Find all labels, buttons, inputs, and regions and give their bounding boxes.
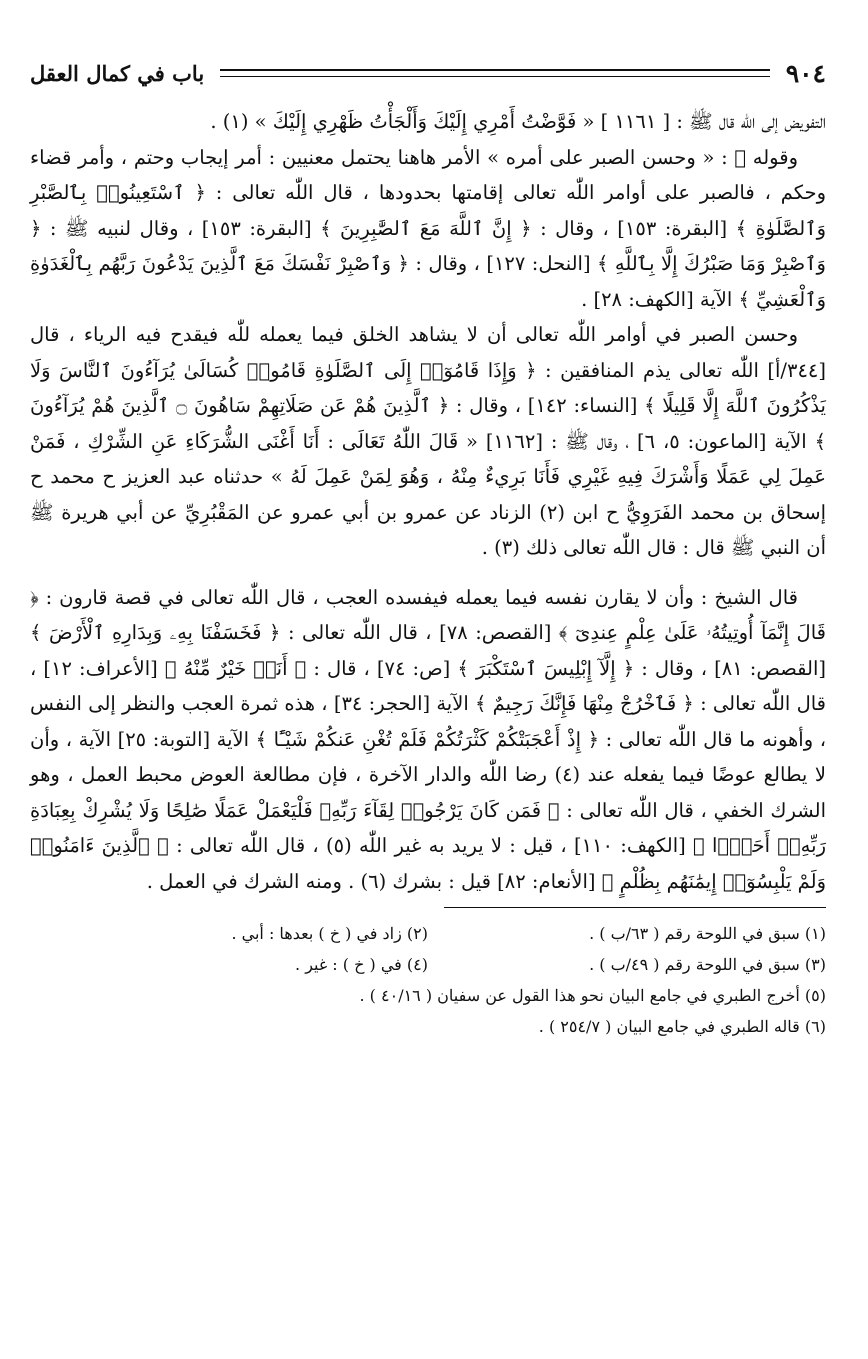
footnote-1: (١) سبق في اللوحة رقم ( ٦٣/ب ) .: [589, 924, 826, 943]
footnote-4: (٤) في ( خ ) : غير .: [295, 955, 428, 974]
footnotes: [30, 918, 826, 1042]
paragraph-4: قال الشيخ : وأن لا يقارن نفسه فيما يعمله فيفسده العجب ، قال اللّٰه تعالى في قصة قارون : ﴿ قَالَ إِنَّمَآ أُوتِيتُهُۥ عَلَىٰ عِلْمٍ عِندِىٓ ﴾ [القصص: ٧٨] ، قال اللّٰه تعالى : ﴿ فَخَسَفْنَا بِهِۦ وَبِدَارِهِ ٱلْأَرْضَ ﴾ [القصص: ٨١] ، وقال : ﴿ إِلَّآ إِبْلِيسَ ٱسْتَكْبَرَ ﴾ [ص: ٧٤] ، قال : ﴿ أَنَا۠ خَيْرٌ مِّنْهُ ﴾ [الأعراف: ١٢] ، قال اللّٰه تعالى : ﴿ فَٱخْرُجْ مِنْهَا فَإِنَّكَ رَجِيمٌ ﴾ الآية [الحجر: ٣٤] ، هذه ثمرة العجب والنظر إلى النفس ، وأهونه ما قال اللّٰه تعالى : ﴿ إِذْ أَعْجَبَتْكُمْ كَثْرَتُكُمْ فَلَمْ تُغْنِ عَنكُمْ شَيْـًٔا ﴾ الآية [التوبة: ٢٥] الآية ، وأن لا يطالع عوضًا فيما يفعله عند (٤) رضا اللّٰه والدار الآخرة ، فإن مطالعة العوض محبط العمل ، وهو الشرك الخفي ، قال اللّٰه تعالى : ﴿ فَمَن كَانَ يَرْجُوا۟ لِقَآءَ رَبِّهِۦ فَلْيَعْمَلْ عَمَلًا صَٰلِحًا وَلَا يُشْرِكْ بِعِبَادَةِ رَبِّهِۦٓ أَحَدًۢا ﴾ [الكهف: ١١٠] ، قيل : لا يريد به غير اللّٰه (٥) ، قال اللّٰه تعالى : ﴿ ٱلَّذِينَ ءَامَنُوا۟ وَلَمْ يَلْبِسُوٓا۟ إِيمَٰنَهُم بِظُلْمٍ ﴾ [الأنعام: ٨٢] قيل : بشرك (٦) . ومنه الشرك في العمل .: [30, 585, 827, 893]
footnote-row-2: [30, 949, 826, 980]
paragraph-3: وحسن الصبر في أوامر اللّٰه تعالى أن لا يشاهد الخلق فيما يعمله للّٰه فيقدح فيه الرياء ، قال [٣٤٤/أ] اللّٰه تعالى يذم المنافقين : ﴿ وَإِذَا قَامُوٓا۟ إِلَى ٱلصَّلَوٰةِ قَامُوا۟ كُسَالَىٰ يُرَآءُونَ ٱلنَّاسَ وَلَا يَذْكُرُونَ ٱللَّهَ إِلَّا قَلِيلًا ﴾ [النساء: ١٤٢] ، وقال : ﴿ ٱلَّذِينَ هُمْ عَن صَلَاتِهِمْ سَاهُونَ ۝ ٱلَّذِينَ هُمْ يُرَآءُونَ ﴾ الآية [الماعون: ٥، ٦] ، وقال ﷺ : [١١٦٢] « قَالَ اللّٰهُ تَعَالَى : أَنَا أَغْنَى الشُّرَكَاءِ عَنِ الشِّرْكِ ، فَمَنْ عَمِلَ لِي عَمَلًا وَأَشْرَكَ فِيهِ غَيْرِي فَأَنَا بَرِيءٌ مِنْهُ ، وَهُوَ لِمَنْ عَمِلَ لَهُ » حدثناه عبد العزيز ح محمد ح إسحاق بن محمد الفَرَوِيُّ ح ابن (٢) الزناد عن عمرو بن أبي عمرو عن المَقْبُرِيِّ عن أبي هريرة ﷺ أن النبي ﷺ قال : قال اللّٰه تعالى ذلك (٣) .: [30, 323, 827, 559]
footnote-2: (٢) زاد في ( خ ) بعدها : أبي .: [231, 924, 428, 943]
running-title: باب في كمال العقل: [30, 60, 205, 86]
paragraph-2: وقوله ﷺ : « وحسن الصبر على أمره » الأمر هاهنا يحتمل معنيين : أمر إيجاب وحتم ، وأمر قضاء وحكم ، فالصبر على أوامر اللّٰه تعالى إقامتها بحدودها ، قال اللّٰه تعالى : ﴿ ٱسْتَعِينُوا۟ بِٱلصَّبْرِ وَٱلصَّلَوٰةِ ﴾ [البقرة: ١٥٣] ، وقال : ﴿ إِنَّ ٱللَّهَ مَعَ ٱلصَّٰبِرِينَ ﴾ [البقرة: ١٥٣] ، وقال لنبيه ﷺ : ﴿ وَٱصْبِرْ وَمَا صَبْرُكَ إِلَّا بِٱللَّهِ ﴾ [النحل: ١٢٧] ، وقال : ﴿ وَٱصْبِرْ نَفْسَكَ مَعَ ٱلَّذِينَ يَدْعُونَ رَبَّهُم بِٱلْغَدَوٰةِ وَٱلْعَشِيِّ ﴾ الآية [الكهف: ٢٨] .: [30, 145, 826, 311]
footnote-3: (٣) سبق في اللوحة رقم ( ٤٩/ب ) .: [589, 955, 826, 974]
paragraph-1: التفويض إلى اللّٰه قال ﷺ : [ ١١٦١ ] « فَوَّضْتُ أَمْرِي إِلَيْكَ وَأَلْجَأْتُ ظَهْرِي إِلَيْكَ » (١) .: [210, 110, 826, 133]
header-rule: [220, 69, 770, 77]
body-text: [30, 104, 826, 899]
page-number: ٩٠٤: [785, 58, 826, 88]
page-header: [30, 56, 826, 90]
footnote-6: (٦) قاله الطبري في جامع البيان ( ٢٥٤/٧ ) .: [538, 1017, 826, 1036]
footnote-separator: [444, 907, 826, 908]
footnote-5: (٥) أخرج الطبري في جامع البيان نحو هذا القول عن سفيان ( ٤٠/١٦ ) .: [359, 986, 826, 1005]
footnote-row-1: [30, 918, 826, 949]
